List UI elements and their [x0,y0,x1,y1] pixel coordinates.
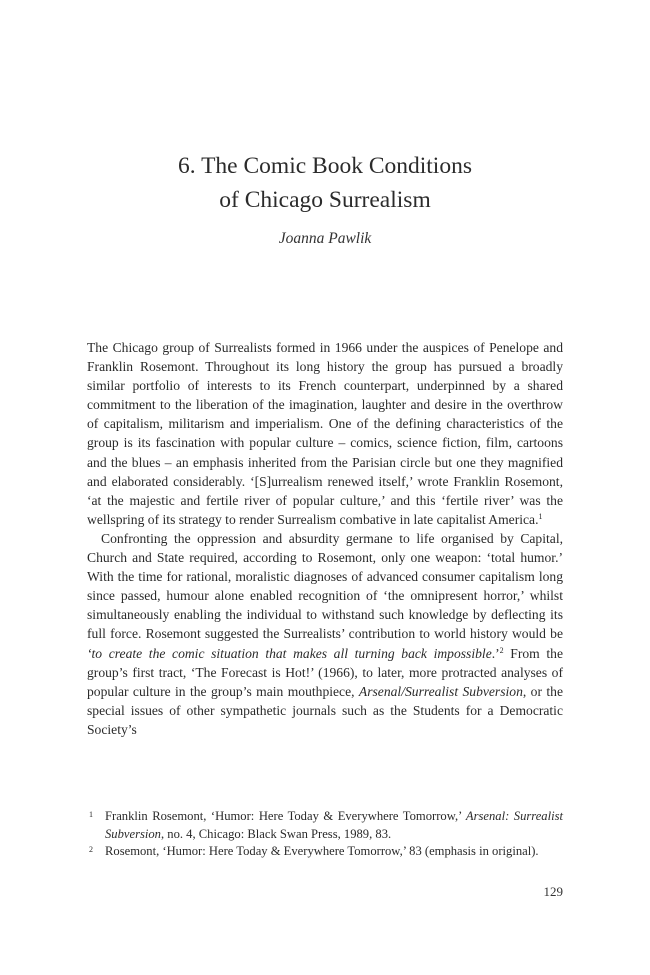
footnote-text-end: , no. 4, Chicago: Black Swan Press, 1989, 83. [160,826,392,841]
paragraph-1-text: The Chicago group of Surrealists formed in 1966 under the auspices of Penelope and Franklin Rosemont. Throughout its long history the group has pursued a broadly similar portfolio of interests to its French counterpart, underpinned by a shared commitment to the liberation of the imagination, laughter and desire in the overthrow of capitalism, militarism and imperialism. One of the defining characteristics of the group is its fascination with popular culture – comics, science fiction, film, cartoons and the blues – an emphasis inherited from the Parisian circle but one they magnified and elaborated considerably. ‘[S]urrealism renewed itself,’ wrote Franklin Rosemont, ‘at the majestic and fertile river of popular culture,’ and this ‘fertile river’ was the wellspring of its strategy to render Surrealism combative in late capitalist America. [87,340,563,527]
body-text [87,338,563,739]
footnote-number: 2 [89,845,93,855]
page-number: 129 [543,884,563,899]
chapter-title [0,149,650,217]
footnote-2 [87,843,563,861]
paragraph-2-quote: ‘to create the comic situation that makes all turning back impossible [87,645,492,661]
paragraph-2-text-b: .’ [491,645,500,661]
chapter-title-line-1: 6. The Comic Book Conditions [178,153,472,179]
chapter-title-line-2: of Chicago Surrealism [219,187,431,213]
footnote-1 [87,808,563,843]
footnote-ref-1[interactable]: 1 [538,511,543,521]
footnote-number: 1 [89,810,93,819]
footnote-text: Rosemont, ‘Humor: Here Today & Everywhere Tomorrow,’ 83 (emphasis in original). [105,844,539,859]
journal-title: Arsenal/Surrealist Subversion [358,683,523,699]
paragraph-2-text-d: , or the special issues of other sympathetic journals such as the Students for a Democratic Society’s [87,683,563,737]
footnote-ref-2[interactable]: 2 [499,645,504,655]
chapter-author: Joanna Pawlik [278,230,372,247]
paragraph-1 [87,338,563,529]
footnote-italic-title: Arsenal: Surrealist Subversion [105,809,564,841]
footnotes [87,808,563,861]
paragraph-2-text-c: From the group’s first tract, ‘The Forecast is Hot!’ (1966), to later, more protracted analyses of popular culture in the group’s main mouthpiece, [87,645,563,699]
paragraph-2-text-a: Confronting the oppression and absurdity germane to life organised by Capital, Church and State required, according to Rosemont, only one weapon: ‘total humor.’ With the time for rational, moralistic diagnoses of advanced consumer capitalism long since passed, humour alone enabled recognition of ‘the omnipresent horror,’ whilst simultaneously enabling the individual to withstand such knowledge by deflecting its full force. Rosemont suggested the Surrealists’ contribution to world history would be [87,530,563,642]
footnote-text: Franklin Rosemont, ‘Humor: Here Today & Everywhere Tomorrow,’ [105,809,466,823]
paragraph-2 [87,529,563,739]
